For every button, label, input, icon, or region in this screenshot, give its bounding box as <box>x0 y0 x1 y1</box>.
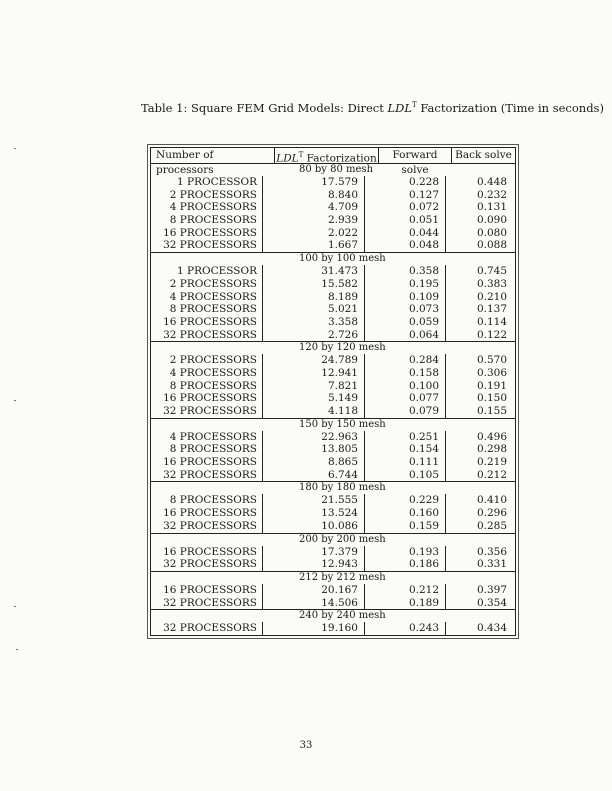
forward-solve-cell: 0.284 <box>365 354 446 367</box>
mesh-label: 100 by 100 mesh <box>299 253 386 265</box>
forward-solve-cell: 0.105 <box>365 469 446 482</box>
table-row <box>151 380 515 393</box>
forward-solve-cell: 0.048 <box>365 239 446 252</box>
factorization-cell: 20.167 <box>263 584 365 597</box>
back-solve-cell: 0.570 <box>476 354 507 367</box>
forward-solve-cell: 0.212 <box>365 584 446 597</box>
back-solve-cell: 0.296 <box>476 507 507 520</box>
back-solve-cell: 0.298 <box>476 443 507 456</box>
mesh-group <box>151 164 515 253</box>
processor-cell: 16 PROCESSORS <box>151 546 263 559</box>
caption-tail: Factorization (Time in seconds) <box>420 101 604 115</box>
forward-solve-cell: 0.051 <box>365 214 446 227</box>
back-solve-cell: 0.383 <box>476 277 507 290</box>
mesh-label: 150 by 150 mesh <box>299 418 386 430</box>
header-forward: Forward solve <box>379 148 452 163</box>
factorization-cell: 12.941 <box>263 367 365 380</box>
back-solve-cell: 0.210 <box>476 290 507 303</box>
processor-cell: 8 PROCESSORS <box>151 443 263 456</box>
margin-mark <box>16 649 18 650</box>
factorization-cell: 8.189 <box>263 291 365 304</box>
processor-cell: 32 PROCESSORS <box>151 239 263 252</box>
mesh-group <box>151 342 515 418</box>
forward-solve-cell: 0.159 <box>365 520 446 533</box>
factorization-cell: 10.086 <box>263 520 365 533</box>
factorization-cell: 14.506 <box>263 597 365 610</box>
factorization-cell: 5.021 <box>263 303 365 316</box>
back-solve-cell: 0.306 <box>476 366 507 379</box>
processor-cell: 8 PROCESSORS <box>151 380 263 393</box>
table-row <box>151 520 515 533</box>
forward-solve-cell: 0.228 <box>365 176 446 189</box>
forward-solve-cell: 0.044 <box>365 227 446 240</box>
forward-solve-cell: 0.195 <box>365 278 446 291</box>
forward-solve-cell: 0.251 <box>365 431 446 444</box>
processor-cell: 2 PROCESSORS <box>151 278 263 291</box>
mesh-label: 200 by 200 mesh <box>299 533 386 545</box>
processor-cell: 16 PROCESSORS <box>151 227 263 240</box>
back-solve-cell: 0.080 <box>476 226 507 239</box>
factorization-cell: 17.379 <box>263 546 365 559</box>
forward-solve-cell: 0.111 <box>365 456 446 469</box>
table-row <box>151 469 515 482</box>
processor-cell: 8 PROCESSORS <box>151 303 263 316</box>
table-row <box>151 278 515 291</box>
table-row <box>151 354 515 367</box>
back-solve-cell: 0.088 <box>476 239 507 252</box>
mesh-label: 120 by 120 mesh <box>299 342 386 354</box>
factorization-cell: 15.582 <box>263 278 365 291</box>
forward-solve-cell: 0.189 <box>365 597 446 610</box>
forward-solve-cell: 0.186 <box>365 558 446 571</box>
factorization-cell: 2.726 <box>263 329 365 342</box>
margin-mark <box>14 148 16 149</box>
factorization-cell: 2.022 <box>263 227 365 240</box>
back-solve-cell: 0.090 <box>476 214 507 227</box>
forward-solve-cell: 0.073 <box>365 303 446 316</box>
table-body <box>151 164 515 635</box>
table-row <box>151 558 515 571</box>
processor-cell: 2 PROCESSORS <box>151 189 263 202</box>
mesh-group <box>151 419 515 483</box>
table-row <box>151 431 515 444</box>
factorization-cell: 2.939 <box>263 214 365 227</box>
header-back: Back solve <box>455 149 512 161</box>
forward-solve-cell: 0.059 <box>365 316 446 329</box>
factorization-cell: 13.524 <box>263 507 365 520</box>
header-processors: Number of processors <box>151 148 275 163</box>
back-solve-cell: 0.122 <box>476 328 507 341</box>
header-ldl: LDL <box>276 152 299 165</box>
forward-solve-cell: 0.077 <box>365 392 446 405</box>
back-solve-cell: 0.434 <box>476 622 507 635</box>
table-row <box>151 597 515 610</box>
mesh-group <box>151 253 515 342</box>
factorization-cell: 4.118 <box>263 405 365 418</box>
back-solve-cell: 0.232 <box>476 188 507 201</box>
processor-cell: 32 PROCESSORS <box>151 520 263 533</box>
back-solve-cell: 0.331 <box>476 558 507 571</box>
caption-ldl: LDL <box>387 101 413 115</box>
processor-cell: 4 PROCESSORS <box>151 367 263 380</box>
factorization-cell: 22.963 <box>263 431 365 444</box>
factorization-cell: 1.667 <box>263 239 365 252</box>
processor-cell: 32 PROCESSORS <box>151 329 263 342</box>
processor-cell: 2 PROCESSORS <box>151 354 263 367</box>
header-sup: T <box>298 151 304 159</box>
factorization-cell: 12.943 <box>263 558 365 571</box>
forward-solve-cell: 0.127 <box>365 189 446 202</box>
table-row <box>151 227 515 240</box>
mesh-label: 240 by 240 mesh <box>299 610 386 622</box>
factorization-cell: 21.555 <box>263 494 365 507</box>
back-solve-cell: 0.191 <box>476 379 507 392</box>
forward-solve-cell: 0.154 <box>365 443 446 456</box>
table-caption <box>141 101 604 115</box>
margin-mark <box>14 606 16 607</box>
forward-solve-cell: 0.358 <box>365 265 446 278</box>
forward-solve-cell: 0.109 <box>365 291 446 304</box>
factorization-cell: 7.821 <box>263 380 365 393</box>
table-row <box>151 303 515 316</box>
processor-cell: 16 PROCESSORS <box>151 507 263 520</box>
processor-cell: 32 PROCESSORS <box>151 597 263 610</box>
factorization-cell: 8.840 <box>263 189 365 202</box>
processor-cell: 4 PROCESSORS <box>151 291 263 304</box>
processor-cell: 32 PROCESSORS <box>151 405 263 418</box>
table-row <box>151 201 515 214</box>
back-solve-cell: 0.150 <box>476 392 507 405</box>
back-solve-cell: 0.354 <box>476 596 507 609</box>
factorization-cell: 8.865 <box>263 456 365 469</box>
timing-table <box>150 147 516 636</box>
table-row <box>151 622 515 635</box>
table-row <box>151 405 515 418</box>
forward-solve-cell: 0.193 <box>365 546 446 559</box>
table-row <box>151 546 515 559</box>
processor-cell: 32 PROCESSORS <box>151 558 263 571</box>
back-solve-cell: 0.137 <box>476 303 507 316</box>
mesh-group <box>151 610 515 635</box>
header-fact: Factorization <box>306 152 377 165</box>
caption-sup: T <box>412 101 417 110</box>
mesh-group <box>151 534 515 572</box>
forward-solve-cell: 0.160 <box>365 507 446 520</box>
header-factorization <box>275 148 379 163</box>
table-row <box>151 291 515 304</box>
table-row <box>151 443 515 456</box>
processor-cell: 4 PROCESSORS <box>151 201 263 214</box>
processor-cell: 16 PROCESSORS <box>151 584 263 597</box>
factorization-cell: 17.579 <box>263 176 365 189</box>
processor-cell: 8 PROCESSORS <box>151 494 263 507</box>
mesh-label: 80 by 80 mesh <box>299 164 374 175</box>
factorization-cell: 31.473 <box>263 265 365 278</box>
processor-cell: 8 PROCESSORS <box>151 214 263 227</box>
table-row <box>151 316 515 329</box>
back-solve-cell: 0.155 <box>476 405 507 417</box>
table-row <box>151 329 515 342</box>
factorization-cell: 19.160 <box>263 622 365 635</box>
back-solve-cell: 0.356 <box>476 545 507 558</box>
forward-solve-cell: 0.072 <box>365 201 446 214</box>
back-solve-cell: 0.448 <box>476 176 507 188</box>
processor-cell: 16 PROCESSORS <box>151 316 263 329</box>
forward-solve-cell: 0.229 <box>365 494 446 507</box>
back-solve-cell: 0.219 <box>476 456 507 469</box>
back-solve-cell: 0.285 <box>476 519 507 532</box>
page-number: 33 <box>299 740 313 751</box>
processor-cell: 16 PROCESSORS <box>151 392 263 405</box>
table-row <box>151 239 515 252</box>
mesh-label: 180 by 180 mesh <box>299 482 386 494</box>
mesh-group <box>151 572 515 610</box>
table-row <box>151 456 515 469</box>
factorization-cell: 3.358 <box>263 316 365 329</box>
table-row <box>151 176 515 189</box>
processor-cell: 32 PROCESSORS <box>151 622 263 635</box>
processor-cell: 32 PROCESSORS <box>151 469 263 482</box>
table-row <box>151 367 515 380</box>
table-row <box>151 392 515 405</box>
forward-solve-cell: 0.243 <box>365 622 446 635</box>
processor-cell: 1 PROCESSOR <box>151 265 263 278</box>
forward-solve-cell: 0.158 <box>365 367 446 380</box>
factorization-cell: 4.709 <box>263 201 365 214</box>
back-solve-cell: 0.114 <box>476 315 507 328</box>
forward-solve-cell: 0.064 <box>365 329 446 342</box>
table-row <box>151 507 515 520</box>
mesh-group <box>151 482 515 533</box>
forward-solve-cell: 0.100 <box>365 380 446 393</box>
table-row <box>151 265 515 278</box>
back-solve-cell: 0.745 <box>476 265 507 278</box>
margin-mark <box>14 400 16 401</box>
processor-cell: 4 PROCESSORS <box>151 431 263 444</box>
mesh-label: 212 by 212 mesh <box>299 571 386 583</box>
caption-lead: Table 1: Square FEM Grid Models: Direct <box>141 101 384 115</box>
processor-cell: 16 PROCESSORS <box>151 456 263 469</box>
back-solve-cell: 0.397 <box>476 583 507 596</box>
factorization-cell: 13.805 <box>263 443 365 456</box>
factorization-cell: 6.744 <box>263 469 365 482</box>
table-row <box>151 189 515 202</box>
factorization-cell: 5.149 <box>263 392 365 405</box>
forward-solve-cell: 0.079 <box>365 405 446 418</box>
factorization-cell: 24.789 <box>263 354 365 367</box>
table-row <box>151 584 515 597</box>
back-solve-cell: 0.410 <box>476 494 507 507</box>
back-solve-cell: 0.496 <box>476 430 507 443</box>
back-solve-cell: 0.131 <box>476 201 507 214</box>
processor-cell: 1 PROCESSOR <box>151 176 263 189</box>
back-solve-cell: 0.212 <box>476 468 507 481</box>
table-row <box>151 214 515 227</box>
table-row <box>151 494 515 507</box>
